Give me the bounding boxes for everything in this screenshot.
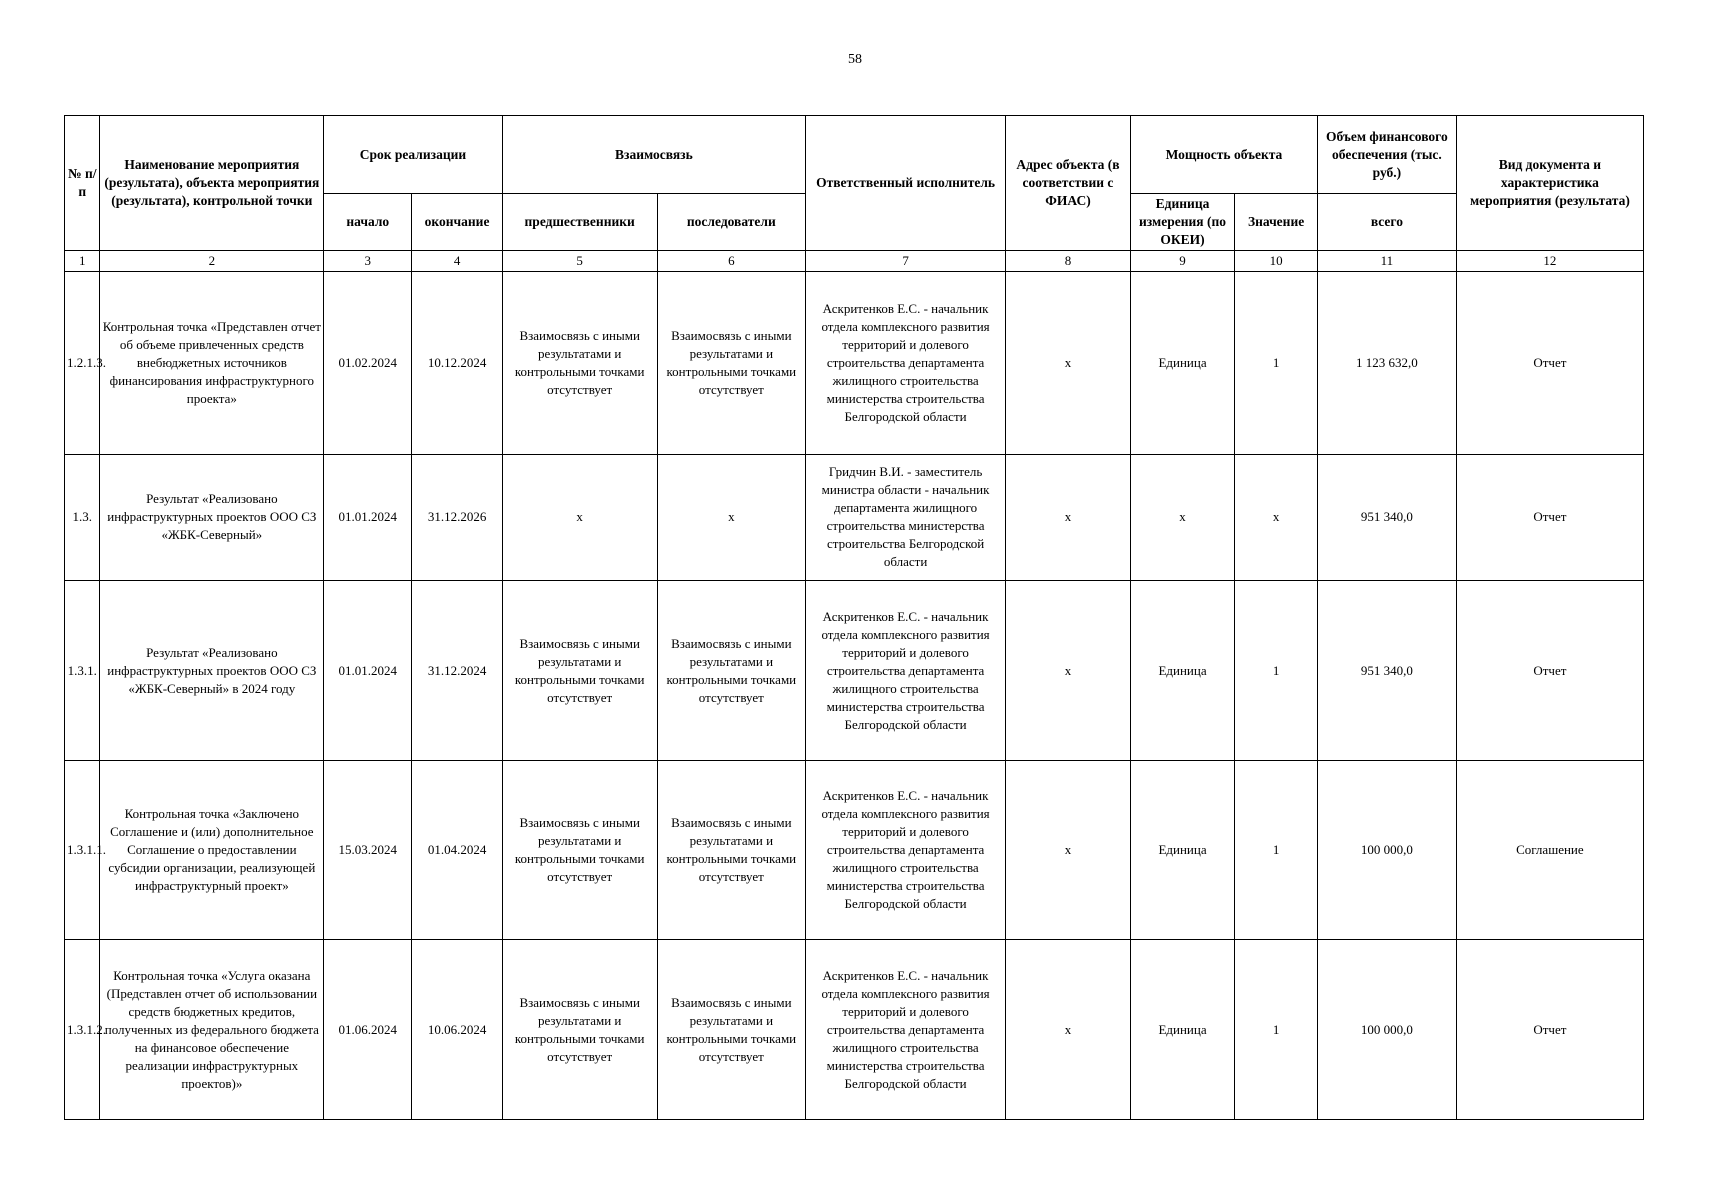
column-index: 12 [1456,251,1643,272]
header-term-start: начало [324,194,412,251]
header-term: Срок реализации [324,116,503,194]
row-doc-type: Отчет [1456,454,1643,581]
header-link-succ: последователи [657,194,805,251]
row-name: Контрольная точка «Заключено Соглашение и (или) дополнительное Соглашение о предоставлении субсидии организации, реализующей инфраструктурный проект» [100,760,324,940]
row-successors: Взаимосвязь с иными результатами и контрольными точками отсутствует [657,760,805,940]
header-address: Адрес объекта (в соответствии с ФИАС) [1006,116,1131,251]
row-total: 951 340,0 [1318,581,1457,761]
row-predecessors: Взаимосвязь с иными результатами и контрольными точками отсутствует [502,272,657,455]
row-responsible: Гридчин В.И. - заместитель министра области - начальник департамента жилищного строительства министерства строительства Белгородской области [806,454,1006,581]
row-predecessors: Взаимосвязь с иными результатами и контрольными точками отсутствует [502,760,657,940]
row-predecessors: x [502,454,657,581]
column-index: 6 [657,251,805,272]
row-value: 1 [1235,272,1318,455]
header-capacity-value: Значение [1235,194,1318,251]
header-name: Наименование мероприятия (результата), объекта мероприятия (результата), контрольной точки [100,116,324,251]
header-capacity-unit: Единица измерения (по ОКЕИ) [1130,194,1234,251]
header-finance-total: всего [1318,194,1457,251]
column-index: 8 [1006,251,1131,272]
row-end-date: 10.12.2024 [412,272,502,455]
row-successors: x [657,454,805,581]
row-value: 1 [1235,760,1318,940]
column-index: 3 [324,251,412,272]
column-index: 2 [100,251,324,272]
row-successors: Взаимосвязь с иными результатами и контрольными точками отсутствует [657,581,805,761]
row-value: x [1235,454,1318,581]
column-index: 1 [65,251,100,272]
page-number: 58 [848,52,862,67]
row-name: Результат «Реализовано инфраструктурных проектов ООО СЗ «ЖБК-Северный» в 2024 году [100,581,324,761]
column-index: 7 [806,251,1006,272]
table-header [65,116,1644,272]
table-row [65,581,1644,761]
header-doc: Вид документа и характеристика мероприятия (результата) [1456,116,1643,251]
row-total: 1 123 632,0 [1318,272,1457,455]
row-total: 100 000,0 [1318,940,1457,1120]
row-number: 1.2.1.3. [65,272,100,455]
row-predecessors: Взаимосвязь с иными результатами и контрольными точками отсутствует [502,940,657,1120]
row-responsible: Аскритенков Е.С. - начальник отдела комплексного развития территорий и долевого строительства департамента жилищного строительства министерства строительства Белгородской области [806,272,1006,455]
row-end-date: 01.04.2024 [412,760,502,940]
row-start-date: 15.03.2024 [324,760,412,940]
row-doc-type: Отчет [1456,581,1643,761]
row-number: 1.3. [65,454,100,581]
row-address: x [1006,272,1131,455]
row-unit: Единица [1130,760,1234,940]
row-unit: Единица [1130,581,1234,761]
row-name: Контрольная точка «Услуга оказана (Представлен отчет об использовании средств бюджетных кредитов, полученных из федерального бюджета на финансовое обеспечение реализации инфраструктурных проектов)» [100,940,324,1120]
row-address: x [1006,760,1131,940]
row-end-date: 10.06.2024 [412,940,502,1120]
row-number: 1.3.1. [65,581,100,761]
column-index: 4 [412,251,502,272]
row-unit: Единица [1130,940,1234,1120]
column-index: 11 [1318,251,1457,272]
row-start-date: 01.01.2024 [324,581,412,761]
header-term-end: окончание [412,194,502,251]
header-finance: Объем финансового обеспечения (тыс. руб.) [1318,116,1457,194]
row-name: Результат «Реализовано инфраструктурных проектов ООО СЗ «ЖБК-Северный» [100,454,324,581]
row-number: 1.3.1.1. [65,760,100,940]
row-value: 1 [1235,940,1318,1120]
header-num: № п/п [65,116,100,251]
header-link: Взаимосвязь [502,116,805,194]
row-total: 951 340,0 [1318,454,1457,581]
column-index-row [65,251,1644,272]
row-unit: Единица [1130,272,1234,455]
row-responsible: Аскритенков Е.С. - начальник отдела комплексного развития территорий и долевого строительства департамента жилищного строительства министерства строительства Белгородской области [806,940,1006,1120]
row-name: Контрольная точка «Представлен отчет об объеме привлеченных средств внебюджетных источников финансирования инфраструктурного проекта» [100,272,324,455]
table-row [65,940,1644,1120]
plan-table [64,115,1644,1120]
row-address: x [1006,940,1131,1120]
row-start-date: 01.06.2024 [324,940,412,1120]
row-start-date: 01.01.2024 [324,454,412,581]
table-row [65,272,1644,455]
table-row [65,454,1644,581]
row-successors: Взаимосвязь с иными результатами и контрольными точками отсутствует [657,272,805,455]
column-index: 5 [502,251,657,272]
row-predecessors: Взаимосвязь с иными результатами и контрольными точками отсутствует [502,581,657,761]
column-index: 10 [1235,251,1318,272]
header-capacity: Мощность объекта [1130,116,1317,194]
column-index: 9 [1130,251,1234,272]
header-responsible: Ответственный исполнитель [806,116,1006,251]
row-value: 1 [1235,581,1318,761]
row-start-date: 01.02.2024 [324,272,412,455]
row-total: 100 000,0 [1318,760,1457,940]
row-number: 1.3.1.2. [65,940,100,1120]
row-doc-type: Отчет [1456,940,1643,1120]
row-doc-type: Соглашение [1456,760,1643,940]
row-responsible: Аскритенков Е.С. - начальник отдела комплексного развития территорий и долевого строительства департамента жилищного строительства министерства строительства Белгородской области [806,760,1006,940]
row-address: x [1006,581,1131,761]
table-row [65,760,1644,940]
header-link-pred: предшественники [502,194,657,251]
row-doc-type: Отчет [1456,272,1643,455]
row-successors: Взаимосвязь с иными результатами и контрольными точками отсутствует [657,940,805,1120]
row-end-date: 31.12.2026 [412,454,502,581]
row-responsible: Аскритенков Е.С. - начальник отдела комплексного развития территорий и долевого строительства департамента жилищного строительства министерства строительства Белгородской области [806,581,1006,761]
row-address: x [1006,454,1131,581]
row-unit: x [1130,454,1234,581]
row-end-date: 31.12.2024 [412,581,502,761]
